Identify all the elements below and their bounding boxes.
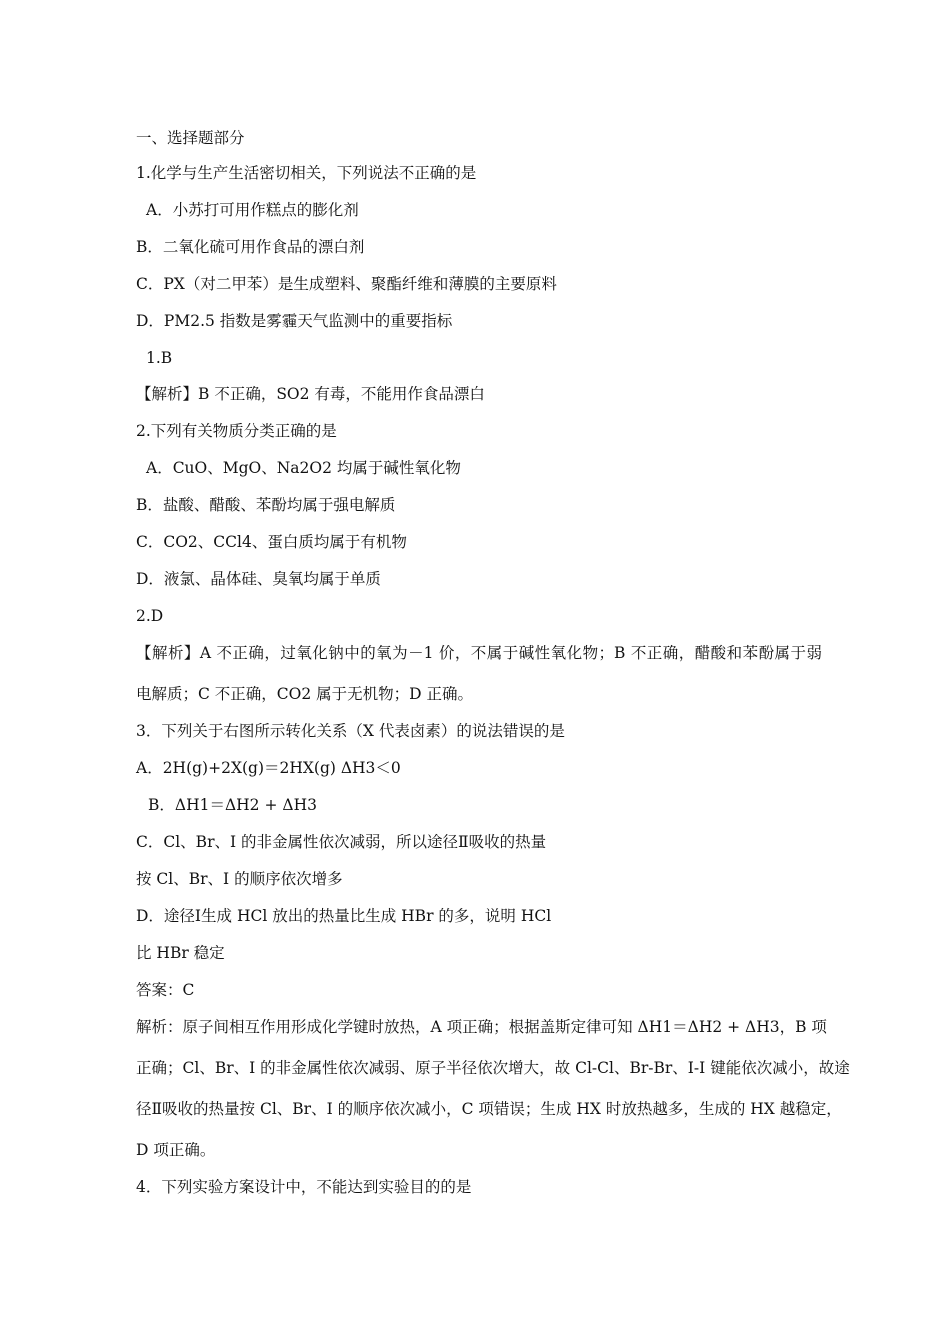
question-2-option-c: C．CO2、CCl4、蛋白质均属于有机物: [136, 533, 407, 551]
question-2-analysis-line-2: 电解质；C 不正确，CO2 属于无机物；D 正确。: [136, 685, 473, 703]
question-3-analysis-line-2: 正确；Cl、Br、I 的非金属性依次减弱、原子半径依次增大，故 Cl-Cl、Br-Br、I-I 键能依次减小，故途: [136, 1059, 850, 1077]
question-2-answer: 2.D: [136, 607, 164, 625]
question-1-option-d: D．PM2.5 指数是雾霾天气监测中的重要指标: [136, 312, 453, 330]
question-1-stem: 1.化学与生产生活密切相关，下列说法不正确的是: [136, 164, 477, 182]
question-3-option-a: A．2H(g)+2X(g)＝2HX(g) ΔH3＜0: [136, 759, 401, 777]
question-3-stem: 3．下列关于右图所示转化关系（X 代表卤素）的说法错误的是: [136, 722, 565, 740]
question-2-option-d: D．液氯、晶体硅、臭氧均属于单质: [136, 570, 381, 588]
question-3-option-c-line-2: 按 Cl、Br、I 的顺序依次增多: [136, 870, 343, 888]
question-1-answer: 1.B: [146, 349, 173, 367]
question-1-option-c: C．PX（对二甲苯）是生成塑料、聚酯纤维和薄膜的主要原料: [136, 275, 557, 293]
question-2-option-b: B．盐酸、醋酸、苯酚均属于强电解质: [136, 496, 396, 514]
question-1-option-a: A．小苏打可用作糕点的膨化剂: [146, 201, 359, 219]
question-1-analysis: 【解析】B 不正确，SO2 有毒，不能用作食品漂白: [136, 385, 485, 403]
question-3-option-b: B．ΔH1＝ΔH2 + ΔH3: [148, 796, 317, 814]
question-2-analysis-line-1: 【解析】A 不正确，过氧化钠中的氧为－1 价，不属于碱性氧化物；B 不正确，醋酸和苯酚属于弱: [136, 644, 822, 662]
question-3-analysis-line-4: D 项正确。: [136, 1141, 216, 1159]
question-3-option-c-line-1: C．Cl、Br、I 的非金属性依次减弱，所以途径Ⅱ吸收的热量: [136, 833, 547, 851]
question-3-option-d-line-2: 比 HBr 稳定: [136, 944, 225, 962]
question-3-option-d-line-1: D．途径Ⅰ生成 HCl 放出的热量比生成 HBr 的多，说明 HCl: [136, 907, 552, 925]
question-3-answer: 答案：C: [136, 981, 195, 999]
question-4-stem: 4．下列实验方案设计中，不能达到实验目的的是: [136, 1178, 472, 1196]
question-1-option-b: B．二氧化硫可用作食品的漂白剂: [136, 238, 365, 256]
question-3-analysis-line-3: 径Ⅱ吸收的热量按 Cl、Br、I 的顺序依次减小，C 项错误；生成 HX 时放热越多，生成的 HX 越稳定，: [136, 1100, 842, 1118]
question-3-analysis-line-1: 解析：原子间相互作用形成化学键时放热，A 项正确；根据盖斯定律可知 ΔH1＝ΔH2 + ΔH3，B 项: [136, 1018, 827, 1036]
section-title: 一、选择题部分: [136, 129, 245, 147]
question-2-stem: 2.下列有关物质分类正确的是: [136, 422, 337, 440]
question-2-option-a: A．CuO、MgO、Na2O2 均属于碱性氧化物: [146, 459, 461, 477]
